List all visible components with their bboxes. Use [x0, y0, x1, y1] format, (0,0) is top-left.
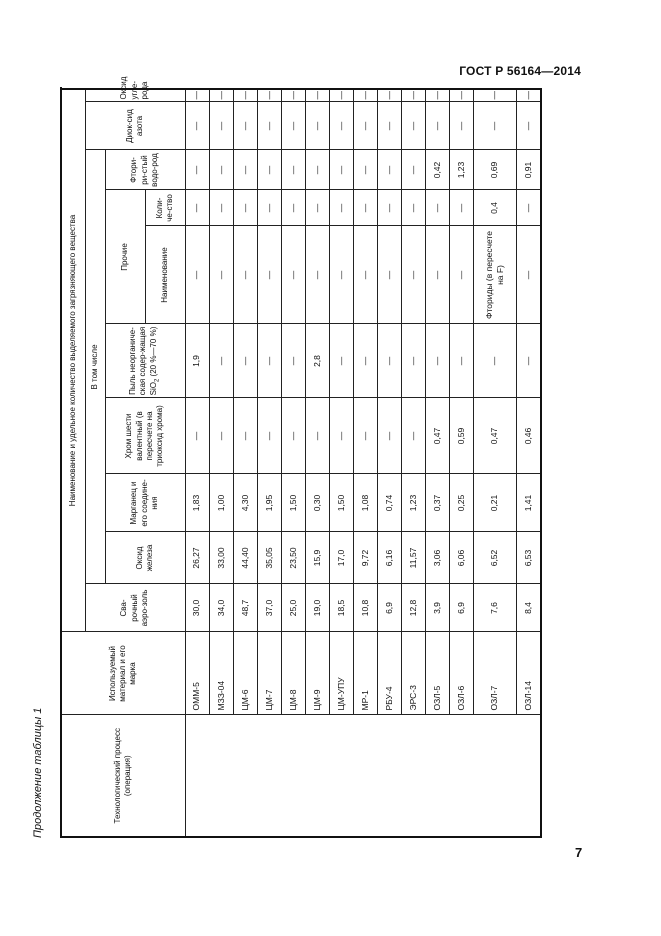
- no2-cell: —: [257, 102, 281, 150]
- other-qty-cell: —: [281, 190, 305, 226]
- chrome-cell: —: [185, 398, 209, 474]
- col-header-co: Оксид угле-рода: [85, 89, 185, 102]
- material-cell: МЗЗ-04: [209, 632, 233, 715]
- col-header-other-qty: Коли-че-ство: [145, 190, 185, 226]
- hf-cell: —: [329, 150, 353, 190]
- no2-cell: —: [305, 102, 329, 150]
- no2-cell: —: [425, 102, 449, 150]
- manganese-cell: 0,74: [377, 474, 401, 532]
- iron-cell: 44,40: [233, 532, 257, 584]
- iron-cell: 33,00: [209, 532, 233, 584]
- hf-cell: —: [377, 150, 401, 190]
- manganese-cell: 0,37: [425, 474, 449, 532]
- no2-cell: —: [209, 102, 233, 150]
- aerosol-cell: 3,9: [425, 584, 449, 632]
- no2-cell: —: [353, 102, 377, 150]
- col-header-other: Прочие: [105, 190, 145, 324]
- dust-cell: —: [377, 324, 401, 398]
- table-row: [185, 89, 209, 837]
- dust-cell: —: [209, 324, 233, 398]
- chrome-cell: —: [209, 398, 233, 474]
- chrome-cell: —: [377, 398, 401, 474]
- hf-cell: —: [209, 150, 233, 190]
- manganese-cell: 1,95: [257, 474, 281, 532]
- hf-cell: 1,23: [449, 150, 473, 190]
- hf-cell: —: [401, 150, 425, 190]
- no2-cell: —: [329, 102, 353, 150]
- col-header-manganese: Марганец и его соедине-ния: [105, 474, 185, 532]
- no2-cell: —: [281, 102, 305, 150]
- aerosol-cell: 7,6: [473, 584, 516, 632]
- material-cell: МР-1: [353, 632, 377, 715]
- other-qty-cell: —: [209, 190, 233, 226]
- manganese-cell: 1,50: [281, 474, 305, 532]
- dust-cell: —: [233, 324, 257, 398]
- no2-cell: —: [516, 102, 541, 150]
- aerosol-cell: 6,9: [449, 584, 473, 632]
- dust-cell: 2,8: [305, 324, 329, 398]
- other-qty-cell: —: [449, 190, 473, 226]
- material-cell: ЭРС-3: [401, 632, 425, 715]
- chrome-cell: 0,47: [473, 398, 516, 474]
- iron-cell: 11,57: [401, 532, 425, 584]
- manganese-cell: 1,41: [516, 474, 541, 532]
- material-cell: ОЗЛ-6: [449, 632, 473, 715]
- co-cell: —: [425, 89, 449, 102]
- material-cell: ОЗЛ-14: [516, 632, 541, 715]
- aerosol-cell: 48,7: [233, 584, 257, 632]
- table-continuation-label: Продолжение таблицы 1: [32, 707, 44, 838]
- chrome-cell: —: [353, 398, 377, 474]
- manganese-cell: 1,08: [353, 474, 377, 532]
- material-cell: ЦМ-7: [257, 632, 281, 715]
- co-cell: —: [401, 89, 425, 102]
- other-qty-cell: 0,4: [473, 190, 516, 226]
- aerosol-cell: 25,0: [281, 584, 305, 632]
- chrome-cell: 0,59: [449, 398, 473, 474]
- material-cell: ЦМ-9: [305, 632, 329, 715]
- iron-cell: 9,72: [353, 532, 377, 584]
- no2-cell: —: [377, 102, 401, 150]
- aerosol-cell: 6,9: [377, 584, 401, 632]
- other-name-cell: Фториды (в пересчете на F): [473, 226, 516, 324]
- other-name-cell: —: [233, 226, 257, 324]
- other-qty-cell: —: [305, 190, 329, 226]
- manganese-cell: 1,00: [209, 474, 233, 532]
- other-qty-cell: —: [257, 190, 281, 226]
- aerosol-cell: 34,0: [209, 584, 233, 632]
- material-cell: ЦМ-8: [281, 632, 305, 715]
- other-name-cell: —: [185, 226, 209, 324]
- material-cell: ЦМ-УПУ: [329, 632, 353, 715]
- iron-cell: 23,50: [281, 532, 305, 584]
- hf-cell: —: [305, 150, 329, 190]
- material-cell: РБУ-4: [377, 632, 401, 715]
- col-header-material: Используемый материал и его марка: [61, 632, 185, 715]
- dust-cell: —: [401, 324, 425, 398]
- other-name-cell: —: [329, 226, 353, 324]
- chrome-cell: —: [329, 398, 353, 474]
- page-number: 7: [575, 845, 583, 860]
- other-name-cell: —: [281, 226, 305, 324]
- other-name-cell: —: [257, 226, 281, 324]
- col-header-process: Технологический процесс (операция): [61, 715, 185, 837]
- co-cell: —: [281, 89, 305, 102]
- other-name-cell: —: [516, 226, 541, 324]
- dust-cell: —: [281, 324, 305, 398]
- col-header-dust-sub: 2: [154, 378, 161, 383]
- co-cell: —: [305, 89, 329, 102]
- aerosol-cell: 37,0: [257, 584, 281, 632]
- other-name-cell: —: [353, 226, 377, 324]
- material-cell: ОММ-5: [185, 632, 209, 715]
- chrome-cell: —: [233, 398, 257, 474]
- iron-cell: 3,06: [425, 532, 449, 584]
- col-header-other-name: Наименование: [145, 226, 185, 324]
- manganese-cell: 1,50: [329, 474, 353, 532]
- col-header-subgroup: В том числе: [85, 150, 105, 584]
- iron-cell: 17,0: [329, 532, 353, 584]
- hf-cell: —: [185, 150, 209, 190]
- hf-cell: 0,42: [425, 150, 449, 190]
- process-cell: [185, 715, 541, 837]
- other-qty-cell: —: [329, 190, 353, 226]
- no2-cell: —: [185, 102, 209, 150]
- manganese-cell: 4,30: [233, 474, 257, 532]
- other-qty-cell: —: [425, 190, 449, 226]
- hf-cell: —: [257, 150, 281, 190]
- manganese-cell: 1,83: [185, 474, 209, 532]
- dust-cell: —: [449, 324, 473, 398]
- other-name-cell: —: [425, 226, 449, 324]
- col-header-no2: Диок-сид азота: [85, 102, 185, 150]
- aerosol-cell: 8,4: [516, 584, 541, 632]
- co-cell: —: [516, 89, 541, 102]
- hf-cell: —: [281, 150, 305, 190]
- co-cell: —: [353, 89, 377, 102]
- iron-cell: 6,52: [473, 532, 516, 584]
- other-qty-cell: —: [401, 190, 425, 226]
- iron-cell: 15,9: [305, 532, 329, 584]
- dust-cell: —: [425, 324, 449, 398]
- aerosol-cell: 18,5: [329, 584, 353, 632]
- manganese-cell: 0,25: [449, 474, 473, 532]
- dust-cell: —: [473, 324, 516, 398]
- iron-cell: 6,53: [516, 532, 541, 584]
- material-cell: ЦМ-6: [233, 632, 257, 715]
- aerosol-cell: 30,0: [185, 584, 209, 632]
- other-qty-cell: —: [377, 190, 401, 226]
- co-cell: —: [257, 89, 281, 102]
- chrome-cell: —: [281, 398, 305, 474]
- hf-cell: —: [353, 150, 377, 190]
- manganese-cell: 0,21: [473, 474, 516, 532]
- iron-cell: 6,06: [449, 532, 473, 584]
- col-header-hf: Фтори-ри-стый водо-род: [105, 150, 185, 190]
- aerosol-cell: 10,8: [353, 584, 377, 632]
- manganese-cell: 1,23: [401, 474, 425, 532]
- other-qty-cell: —: [185, 190, 209, 226]
- dust-cell: —: [516, 324, 541, 398]
- col-header-chrome: Хром шести валентный (в пересчете на триоксид хрома): [105, 398, 185, 474]
- co-cell: —: [377, 89, 401, 102]
- dust-cell: 1,9: [185, 324, 209, 398]
- hf-cell: 0,91: [516, 150, 541, 190]
- other-qty-cell: —: [233, 190, 257, 226]
- co-cell: —: [329, 89, 353, 102]
- other-qty-cell: —: [516, 190, 541, 226]
- co-cell: —: [473, 89, 516, 102]
- co-cell: —: [185, 89, 209, 102]
- manganese-cell: 0,30: [305, 474, 329, 532]
- rotated-table-area: [60, 76, 542, 838]
- aerosol-cell: 19,0: [305, 584, 329, 632]
- other-name-cell: —: [377, 226, 401, 324]
- aerosol-cell: 12,8: [401, 584, 425, 632]
- emissions-table-wrapper: [60, 76, 542, 838]
- col-header-iron: Оксид железа: [105, 532, 185, 584]
- dust-cell: —: [257, 324, 281, 398]
- other-qty-cell: —: [353, 190, 377, 226]
- material-cell: ОЗЛ-7: [473, 632, 516, 715]
- chrome-cell: —: [401, 398, 425, 474]
- co-cell: —: [233, 89, 257, 102]
- col-header-dust-main: Пыль неорганиче-ская содер-жащая SiO: [127, 326, 158, 396]
- chrome-cell: 0,46: [516, 398, 541, 474]
- chrome-cell: 0,47: [425, 398, 449, 474]
- emissions-table: [60, 76, 542, 838]
- iron-cell: 35,05: [257, 532, 281, 584]
- iron-cell: 6,16: [377, 532, 401, 584]
- col-header-dust-range: (20 %—70 %): [148, 326, 158, 377]
- dust-cell: —: [329, 324, 353, 398]
- document-header: ГОСТ Р 56164—2014: [459, 64, 581, 78]
- material-cell: ОЗЛ-5: [425, 632, 449, 715]
- col-header-group: Наименование и удельное количество выделяемого загрязняющего вещества: [61, 89, 85, 632]
- co-cell: —: [449, 89, 473, 102]
- dust-cell: —: [353, 324, 377, 398]
- no2-cell: —: [473, 102, 516, 150]
- col-header-dust: [105, 324, 185, 398]
- no2-cell: —: [401, 102, 425, 150]
- co-cell: —: [209, 89, 233, 102]
- chrome-cell: —: [305, 398, 329, 474]
- hf-cell: —: [233, 150, 257, 190]
- no2-cell: —: [449, 102, 473, 150]
- other-name-cell: —: [401, 226, 425, 324]
- other-name-cell: —: [305, 226, 329, 324]
- other-name-cell: —: [209, 226, 233, 324]
- no2-cell: —: [233, 102, 257, 150]
- other-name-cell: —: [449, 226, 473, 324]
- col-header-aerosol: Сва-рочный аэро-золь: [85, 584, 185, 632]
- hf-cell: 0,69: [473, 150, 516, 190]
- chrome-cell: —: [257, 398, 281, 474]
- iron-cell: 26,27: [185, 532, 209, 584]
